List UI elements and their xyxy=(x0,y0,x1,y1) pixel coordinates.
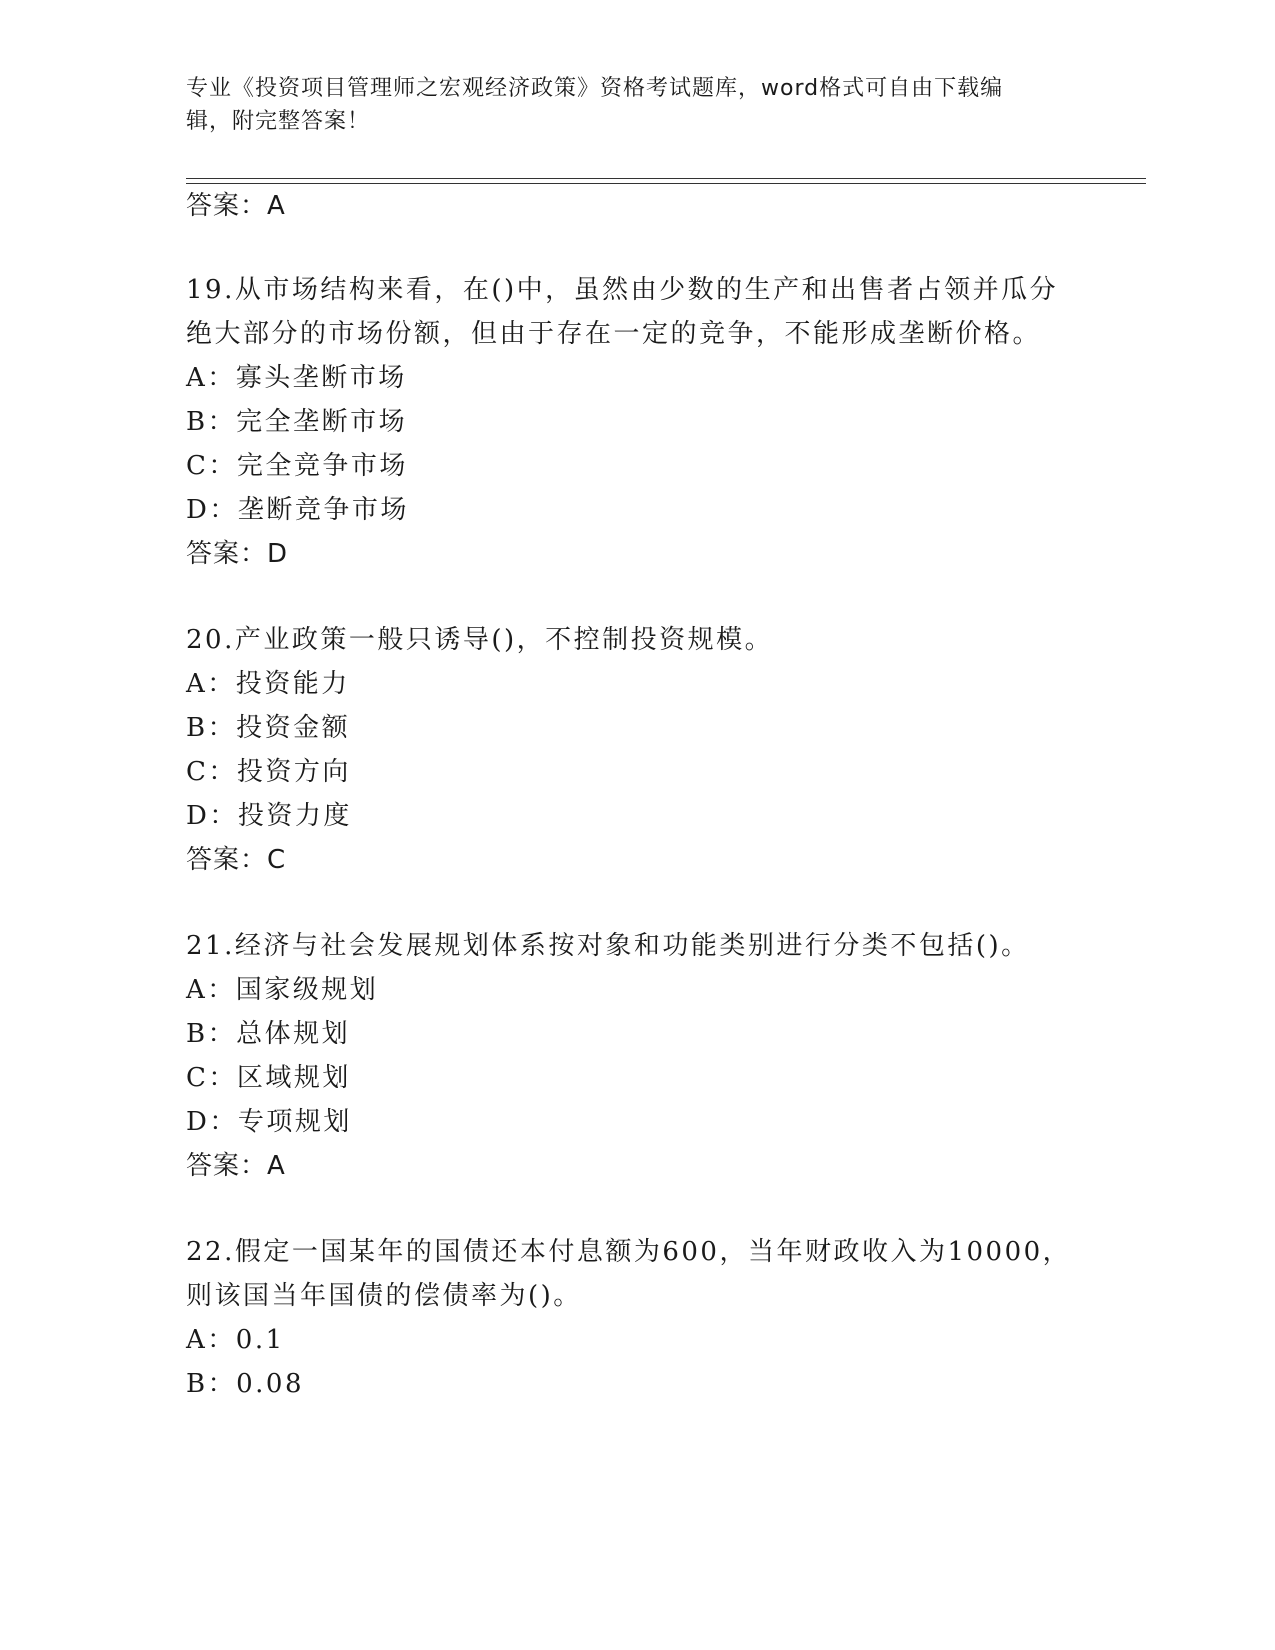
question-21-option-a: A：国家级规划 xyxy=(186,975,379,1005)
question-20-option-a: A：投资能力 xyxy=(186,669,350,699)
question-20-answer: 答案：C xyxy=(186,845,287,875)
question-22-stem-line-2: 则该国当年国债的偿债率为()。 xyxy=(186,1281,582,1311)
question-19-stem-line-1: 19.从市场结构来看，在()中，虽然由少数的生产和出售者占领并瓜分 xyxy=(186,275,1059,305)
previous-answer: 答案：A xyxy=(186,191,286,221)
question-21-option-b: B：总体规划 xyxy=(186,1019,351,1049)
question-20-option-c: C：投资方向 xyxy=(186,757,351,787)
question-19-option-c: C：完全竞争市场 xyxy=(186,451,408,481)
question-19-option-a: A：寡头垄断市场 xyxy=(186,363,407,393)
header-line-2: 辑，附完整答案！ xyxy=(186,109,371,134)
question-20-option-b: B：投资金额 xyxy=(186,713,351,743)
question-21-option-c: C：区域规划 xyxy=(186,1063,351,1093)
question-20-option-d: D：投资力度 xyxy=(186,801,352,831)
question-21-option-d: D：专项规划 xyxy=(186,1107,352,1137)
document-header xyxy=(186,72,1066,138)
header-line-1: 专业《投资项目管理师之宏观经济政策》资格考试题库，word格式可自由下载编 xyxy=(186,76,1004,101)
question-22-option-a: A：0.1 xyxy=(186,1325,285,1355)
question-22-stem-line-1: 22.假定一国某年的国债还本付息额为600，当年财政收入为10000， xyxy=(186,1237,1072,1267)
question-22-option-b: B：0.08 xyxy=(186,1369,304,1399)
question-19-stem-line-2: 绝大部分的市场份额，但由于存在一定的竞争，不能形成垄断价格。 xyxy=(186,319,1042,349)
question-19-option-d: D：垄断竞争市场 xyxy=(186,495,409,525)
header-divider-top xyxy=(186,178,1146,179)
question-20-stem-line-1: 20.产业政策一般只诱导()，不控制投资规模。 xyxy=(186,625,774,655)
header-divider-bottom xyxy=(186,183,1146,184)
question-19-option-b: B：完全垄断市场 xyxy=(186,407,408,437)
question-21-answer: 答案：A xyxy=(186,1151,286,1181)
question-19-answer: 答案：D xyxy=(186,539,289,569)
question-21-stem-line-1: 21.经济与社会发展规划体系按对象和功能类别进行分类不包括()。 xyxy=(186,931,1030,961)
